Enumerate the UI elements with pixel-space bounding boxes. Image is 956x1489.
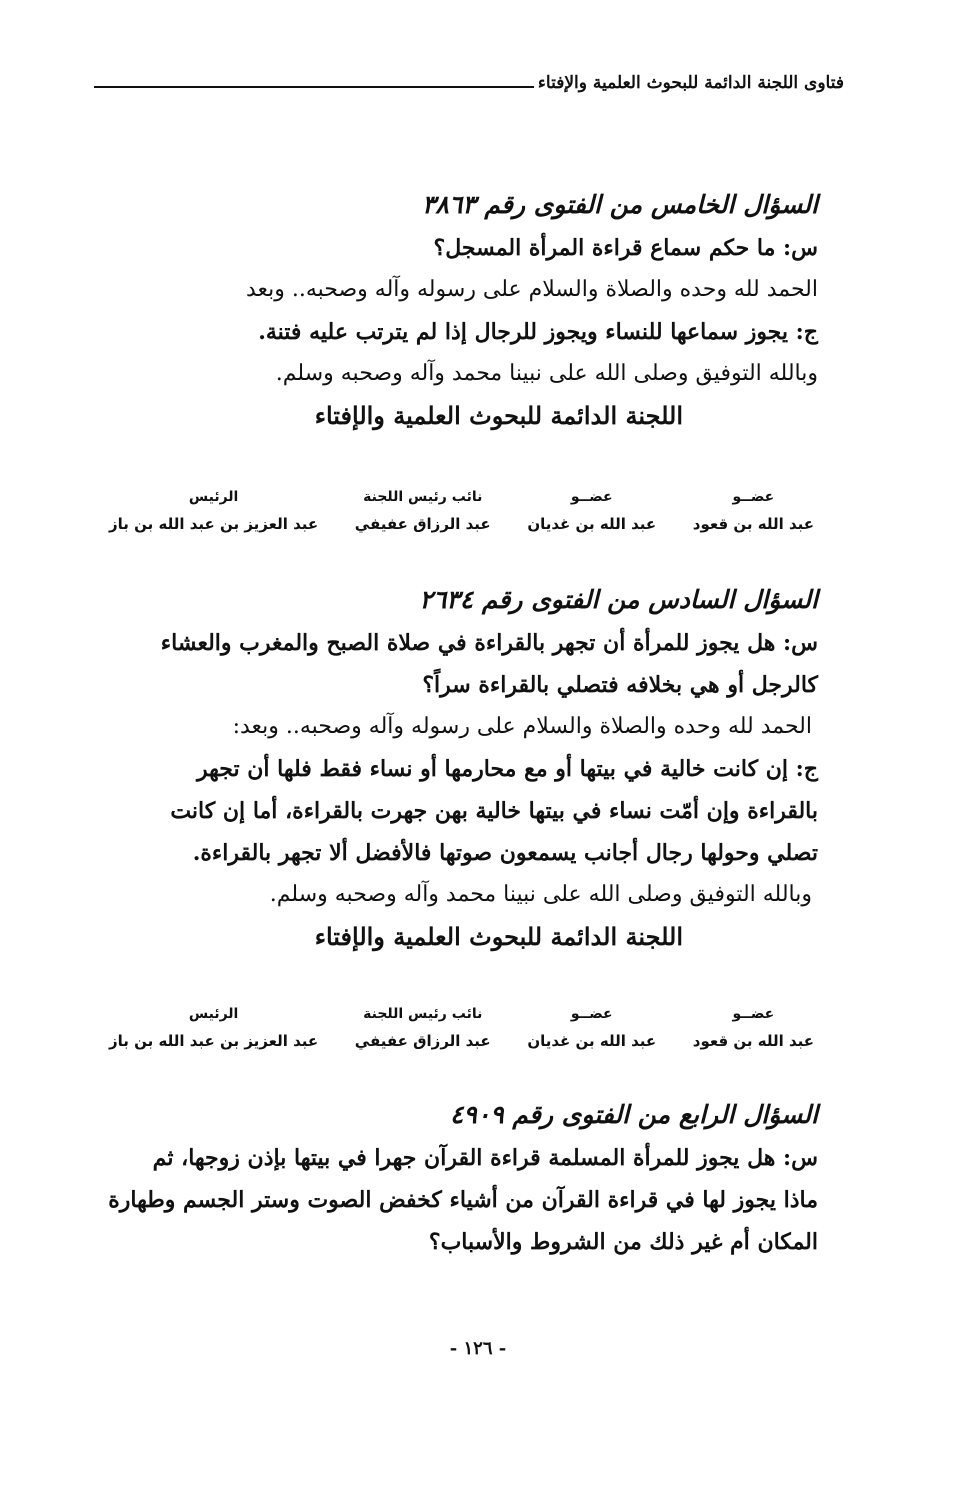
signatory-role: الرئيس <box>188 489 239 505</box>
signatory-role: نائب رئيس اللجنة <box>363 489 483 505</box>
signature-table-1 <box>109 486 814 540</box>
signatory-name: عبد الله بن غديان <box>527 515 657 533</box>
signatory <box>355 486 491 540</box>
running-header <box>94 72 844 94</box>
signatory <box>355 1003 491 1057</box>
closing-line: وبالله التوفيق وصلى الله على نبينا محمد وآله وصحبه وسلم. <box>269 882 812 907</box>
signatory-name: عبد الله بن غديان <box>527 1032 657 1050</box>
answer-line: ج: إن كانت خالية في بيتها أو مع محارمها أو نساء فقط فلها أن تجهر <box>196 756 818 782</box>
fatwa-heading: السؤال الخامس من الفتوى رقم ٣٨٦٣ <box>421 190 818 219</box>
page-number: - ١٢٦ - <box>449 1338 507 1359</box>
signatory <box>527 1003 656 1057</box>
signatory <box>109 486 318 540</box>
answer-line: تصلي وحولها رجال أجانب يسمعون صوتها فالأفضل ألا تجهر بالقراءة. <box>192 840 818 866</box>
answer-line: بالقراءة وإن أمّت نساء في بيتها خالية بهن جهرت بالقراءة، أما إن كانت <box>170 798 818 824</box>
fatwa-heading: السؤال الرابع من الفتوى رقم ٤٩٠٩ <box>449 1100 818 1129</box>
signatory-name: عبد الله بن قعود <box>692 515 814 533</box>
signatory-name: عبد الله بن قعود <box>692 1032 814 1050</box>
fatwa-block-1 <box>98 185 818 437</box>
signatory-name: عبد الرزاق عفيفي <box>354 515 491 533</box>
signatory-role: عضــو <box>570 489 613 505</box>
signatory <box>527 486 656 540</box>
signatory <box>693 1003 814 1057</box>
opening-line: الحمد لله وحده والصلاة والسلام على رسوله وآله وصحبه.. وبعد <box>245 277 818 302</box>
signatory-role: نائب رئيس اللجنة <box>363 1006 483 1022</box>
question-line: س: هل يجوز للمرأة أن تجهر بالقراءة في صلاة الصبح والمغرب والعشاء <box>160 630 818 656</box>
fatwa-block-3 <box>98 1095 818 1263</box>
signatory <box>109 1003 318 1057</box>
question-line: س: هل يجوز للمرأة المسلمة قراءة القرآن جهرا في بيتها بإذن زوجها، ثم <box>152 1145 818 1171</box>
signatory-role: الرئيس <box>188 1006 239 1022</box>
signatory <box>693 486 814 540</box>
opening-line: الحمد لله وحده والصلاة والسلام على رسوله وآله وصحبه.. وبعد: <box>232 714 812 739</box>
signatory-role: عضــو <box>570 1006 613 1022</box>
running-header-rule <box>94 86 534 88</box>
committee-name: اللجنة الدائمة للبحوث العلمية والإفتاء <box>314 922 683 951</box>
signatory-role: عضــو <box>732 1006 775 1022</box>
question-line: كالرجل أو هي بخلافه فتصلي بالقراءة سراً؟ <box>422 672 818 698</box>
signatory-name: عبد العزيز بن عبد الله بن باز <box>109 515 319 533</box>
fatwa-block-2 <box>98 580 818 958</box>
running-header-title: فتاوى اللجنة الدائمة للبحوث العلمية والإفتاء <box>537 73 844 93</box>
signatory-name: عبد الرزاق عفيفي <box>354 1032 491 1050</box>
fatwa-heading: السؤال السادس من الفتوى رقم ٢٦٣٤ <box>419 585 818 614</box>
signatory-name: عبد العزيز بن عبد الله بن باز <box>109 1032 319 1050</box>
question-line: المكان أم غير ذلك من الشروط والأسباب؟ <box>428 1229 818 1255</box>
committee-name: اللجنة الدائمة للبحوث العلمية والإفتاء <box>314 401 683 430</box>
question-line: س: ما حكم سماع قراءة المرأة المسجل؟ <box>433 235 818 261</box>
signatory-role: عضــو <box>732 489 775 505</box>
signature-table-2 <box>109 1003 814 1057</box>
question-line: ماذا يجوز لها في قراءة القرآن من أشياء كخفض الصوت وستر الجسم وطهارة <box>108 1187 818 1213</box>
closing-line: وبالله التوفيق وصلى الله على نبينا محمد وآله وصحبه وسلم. <box>275 361 818 386</box>
answer-line: ج: يجوز سماعها للنساء ويجوز للرجال إذا لم يترتب عليه فتنة. <box>258 319 818 345</box>
